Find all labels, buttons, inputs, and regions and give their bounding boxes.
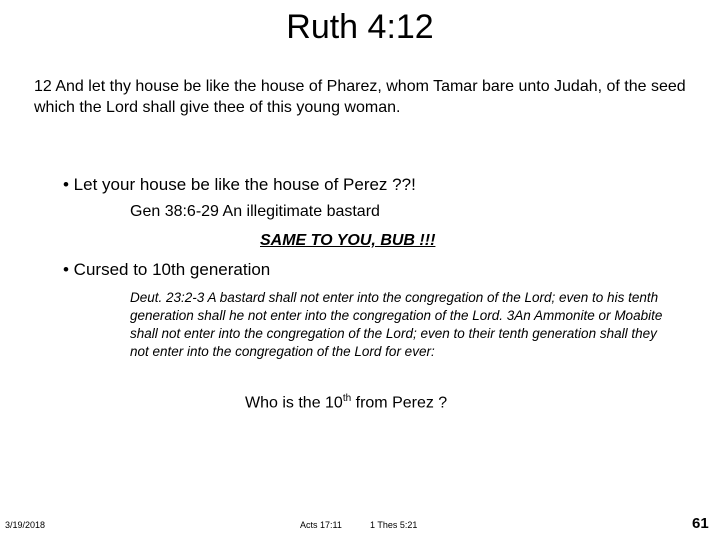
genesis-reference: Gen 38:6-29 An illegitimate bastard [130, 203, 380, 220]
footer-ref-acts: Acts 17:11 [300, 520, 342, 530]
footer-ref-thes: 1 Thes 5:21 [370, 520, 418, 530]
question-post: from Perez ? [351, 394, 448, 412]
deuteronomy-quote: Deut. 23:2-3 A bastard shall not enter into the congregation of the Lord; even to his tenth generation shall he not enter into the congregation of the Lord. 3An Ammonite or Moabite shall not enter into the congregation of the Lord; even to their tenth generation shall they not enter into the congregation of the Lord for ever: [130, 290, 663, 359]
question-pre: Who is the 10 [245, 394, 343, 412]
slide-title: Ruth 4:12 [286, 8, 434, 46]
same-to-you-text: SAME TO YOU, BUB !!! [260, 232, 436, 249]
question-superscript: th [342, 393, 352, 404]
verse-text: 12 And let thy house be like the house of Pharez, whom Tamar bare unto Judah, of the seed which the Lord shall give thee of this young woman. [34, 78, 686, 116]
page-number: 61 [692, 515, 709, 532]
bullet-perez: • Let your house be like the house of Perez ??! [63, 175, 416, 194]
bullet-cursed: • Cursed to 10th generation [63, 260, 271, 279]
footer-date: 3/19/2018 [5, 520, 46, 530]
question-text [245, 393, 447, 412]
